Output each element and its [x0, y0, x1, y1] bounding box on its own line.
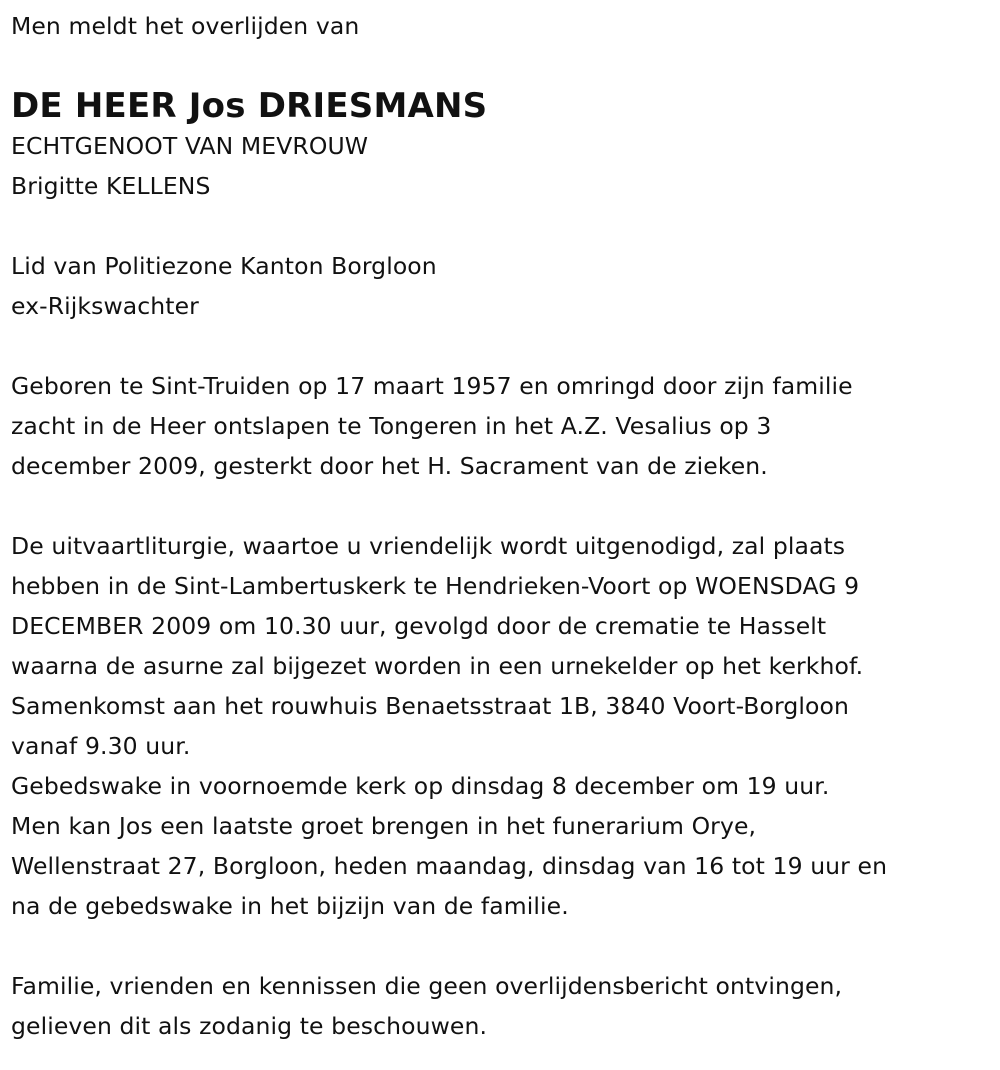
paragraph-line: vanaf 9.30 uur. — [11, 732, 191, 760]
paragraph-line: DECEMBER 2009 om 10.30 uur, gevolgd door de crematie te Hasselt — [11, 612, 827, 640]
former-role-line: ex-Rijkswachter — [11, 292, 199, 320]
funeral-paragraph — [11, 526, 991, 926]
paragraph-line: zacht in de Heer ontslapen te Tongeren in het A.Z. Vesalius op 3 — [11, 412, 772, 440]
paragraph-line: Wellenstraat 27, Borgloon, heden maandag, dinsdag van 16 tot 19 uur en — [11, 852, 888, 880]
role-line: Lid van Politiezone Kanton Borgloon — [11, 252, 437, 280]
spouse-title: ECHTGENOOT VAN MEVROUW — [11, 132, 369, 160]
paragraph-line: Gebedswake in voornoemde kerk op dinsdag 8 december om 19 uur. — [11, 772, 830, 800]
paragraph-line: Men kan Jos een laatste groet brengen in het funerarium Orye, — [11, 812, 757, 840]
intro-line: Men meldt het overlijden van — [11, 12, 360, 40]
paragraph-line: december 2009, gesterkt door het H. Sacrament van de zieken. — [11, 452, 768, 480]
closing-paragraph — [11, 966, 991, 1046]
death-notice — [11, 6, 991, 1046]
paragraph-line: De uitvaartliturgie, waartoe u vriendelijk wordt uitgenodigd, zal plaats — [11, 532, 846, 560]
birth-paragraph — [11, 366, 991, 486]
paragraph-line: gelieven dit als zodanig te beschouwen. — [11, 1012, 488, 1040]
paragraph-line: Familie, vrienden en kennissen die geen overlijdensbericht ontvingen, — [11, 972, 843, 1000]
paragraph-line: Samenkomst aan het rouwhuis Benaetsstraat 1B, 3840 Voort-Borgloon — [11, 692, 849, 720]
spacer — [11, 486, 991, 526]
paragraph-line: na de gebedswake in het bijzijn van de familie. — [11, 892, 569, 920]
spouse-name: Brigitte KELLENS — [11, 172, 211, 200]
paragraph-line: hebben in de Sint-Lambertuskerk te Hendrieken-Voort op WOENSDAG 9 — [11, 572, 860, 600]
paragraph-line: Geboren te Sint-Truiden op 17 maart 1957 en omringd door zijn familie — [11, 372, 853, 400]
deceased-name: DE HEER Jos DRIESMANS — [11, 86, 488, 126]
paragraph-line: waarna de asurne zal bijgezet worden in een urnekelder op het kerkhof. — [11, 652, 864, 680]
spacer — [11, 326, 991, 366]
spacer — [11, 206, 991, 246]
spacer — [11, 926, 991, 966]
